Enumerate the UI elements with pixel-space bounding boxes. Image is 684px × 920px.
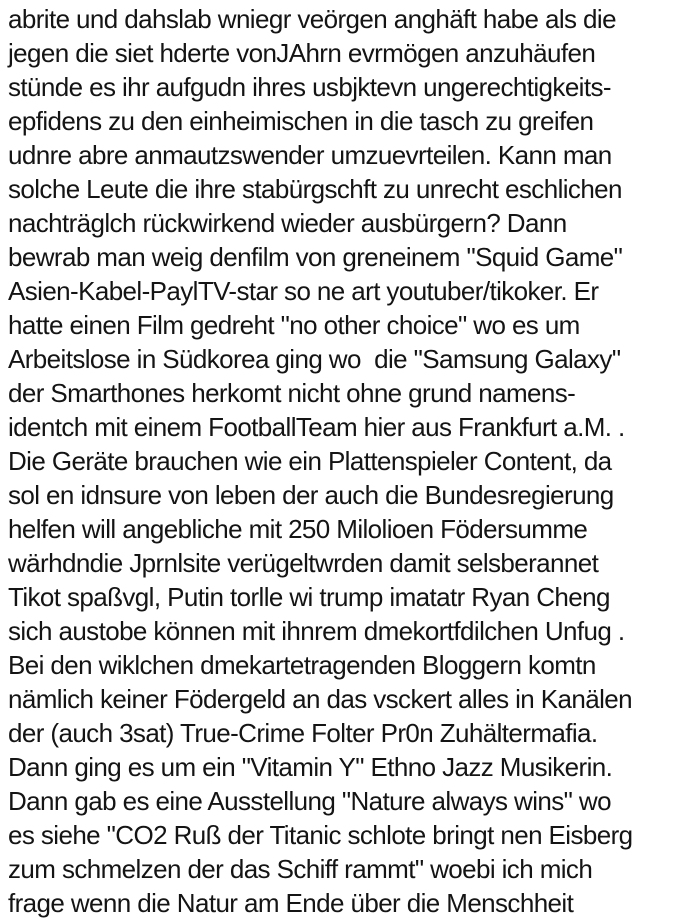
text-line: nachträglch rückwirkend wieder ausbürgern? Dann — [8, 208, 567, 238]
text-line: frage wenn die Natur am Ende über die Menschheit — [8, 888, 574, 918]
text-body — [8, 2, 680, 920]
text-line: Dann gab es eine Ausstellung "Nature always wins" wo — [8, 786, 611, 816]
text-line: Die Geräte brauchen wie ein Plattenspieler Content, da — [8, 446, 612, 476]
text-line: nämlich keiner Födergeld an das vsckert alles in Kanälen — [8, 684, 632, 714]
text-line: identch mit einem FootballTeam hier aus Frankfurt a.M. . — [8, 412, 625, 442]
text-line: jegen die siet hderte vonJAhrn evrmögen anzuhäufen — [8, 38, 596, 68]
text-line: Dann ging es um ein "Vitamin Y" Ethno Jazz Musikerin. — [8, 752, 613, 782]
text-line: helfen will angebliche mit 250 Milolioen Födersumme — [8, 514, 588, 544]
text-line: es siehe "CO2 Ruß der Titanic schlote bringt nen Eisberg — [8, 820, 633, 850]
text-line: Arbeitslose in Südkorea ging wo die "Samsung Galaxy" — [8, 344, 621, 374]
text-line: sol en idnsure von leben der auch die Bundesregierung — [8, 480, 614, 510]
text-line: udnre abre anmautzswender umzuevrteilen. Kann man — [8, 140, 612, 170]
text-line: der Smarthones herkomt nicht ohne grund namens- — [8, 378, 576, 408]
text-line: sich austobe können mit ihnrem dmekortfdilchen Unfug . — [8, 616, 625, 646]
text-line: epfidens zu den einheimischen in die tasch zu greifen — [8, 106, 594, 136]
text-line: stünde es ihr aufgudn ihres usbjktevn ungerechtigkeits- — [8, 72, 611, 102]
text-line: der (auch 3sat) True-Crime Folter Pr0n Zuhältermafia. — [8, 718, 598, 748]
text-line: abrite und dahslab wniegr veörgen anghäft habe als die — [8, 4, 616, 34]
text-line: wärhdndie Jprnlsite verügeltwrden damit selsberannet — [8, 548, 599, 578]
text-line: hatte einen Film gedreht "no other choice" wo es um — [8, 310, 580, 340]
text-line: bewrab man weig denfilm von greneinem "Squid Game" — [8, 242, 623, 272]
text-line: Bei den wiklchen dmekartetragenden Bloggern komtn — [8, 650, 596, 680]
text-line: Tikot spaßvgl, Putin torlle wi trump imatatr Ryan Cheng — [8, 582, 610, 612]
text-line: Asien-Kabel-PaylTV-star so ne art youtuber/tikoker. Er — [8, 276, 599, 306]
text-line: solche Leute die ihre stabürgschft zu unrecht eschlichen — [8, 174, 622, 204]
text-line: zum schmelzen der das Schiff rammt" woebi ich mich — [8, 854, 593, 884]
